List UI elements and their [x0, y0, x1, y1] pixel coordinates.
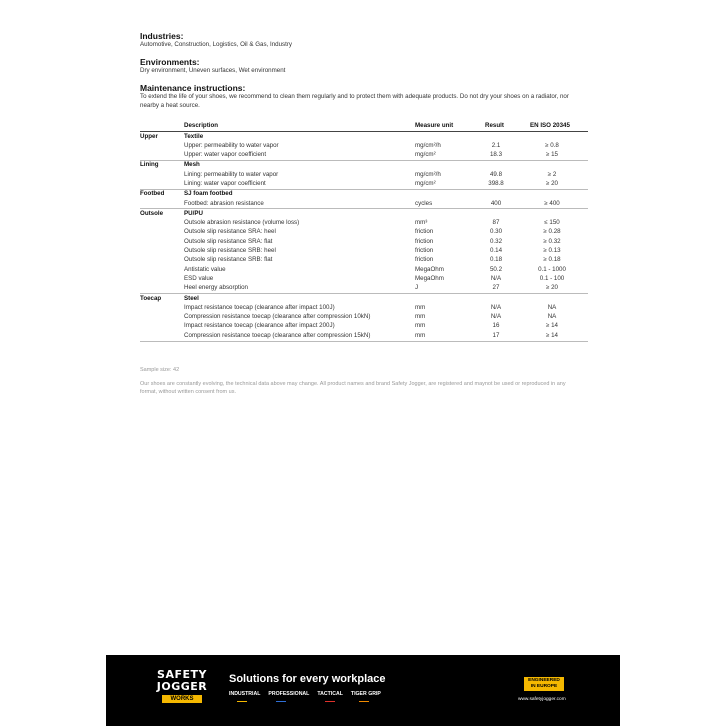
row-result: 400 — [490, 199, 502, 207]
table-row — [140, 179, 588, 188]
table-row — [140, 141, 588, 150]
category-label: Upper — [140, 132, 158, 140]
industries-text: Automotive, Construction, Logistics, Oil & Gas, Industry — [140, 41, 292, 48]
row-unit: MegaOhm — [415, 265, 444, 273]
row-result: 398.8 — [488, 179, 504, 187]
row-iso-requirement: ≥ 0.18 — [543, 256, 561, 264]
table-group-lining — [140, 161, 588, 190]
engineered-in-europe-badge — [524, 677, 564, 691]
row-unit: mg/cm²/h — [415, 141, 441, 149]
technical-data-table — [140, 121, 588, 342]
row-result: 2.1 — [491, 141, 501, 149]
group-header-row — [140, 132, 588, 141]
table-row — [140, 322, 588, 331]
row-iso-requirement: ≥ 0.8 — [545, 141, 559, 149]
footer-banner — [106, 655, 620, 726]
row-result: 16 — [492, 322, 500, 330]
row-iso-requirement: ≥ 15 — [546, 151, 558, 159]
row-result: 18.3 — [489, 151, 503, 159]
table-header — [140, 121, 588, 132]
table-row — [140, 151, 588, 160]
table-group-toecap — [140, 294, 588, 341]
environments-text: Dry environment, Uneven surfaces, Wet environment — [140, 67, 286, 74]
row-iso-requirement: NA — [547, 303, 557, 311]
material-label: Steel — [184, 294, 199, 302]
table-group-footbed — [140, 190, 588, 210]
row-iso-requirement: ≥ 0.32 — [543, 237, 561, 245]
row-description: Upper: water vapor coefficient — [184, 151, 267, 159]
row-result: N/A — [490, 303, 502, 311]
table-row — [140, 303, 588, 312]
row-iso-requirement: ≥ 14 — [546, 331, 558, 339]
row-unit: mm³ — [415, 219, 428, 227]
material-label: Mesh — [184, 161, 200, 169]
row-unit: mg/cm²/h — [415, 170, 441, 178]
row-unit: MegaOhm — [415, 274, 444, 282]
category-label: Toecap — [140, 294, 162, 302]
maintenance-title: Maintenance instructions: — [140, 83, 246, 93]
row-iso-requirement: 0.1 - 1000 — [538, 265, 566, 273]
environments-title: Environments: — [140, 57, 200, 67]
row-iso-requirement: ≥ 0.28 — [543, 228, 561, 236]
row-result: N/A — [490, 313, 502, 321]
logo-line-2: JOGGER — [156, 680, 208, 693]
row-iso-requirement: ≥ 14 — [546, 322, 558, 330]
sample-size: Sample size: 42 — [140, 367, 180, 373]
row-iso-requirement: ≥ 400 — [544, 199, 560, 207]
table-group-upper — [140, 132, 588, 161]
header-result: Result — [485, 122, 504, 129]
table-row — [140, 284, 588, 293]
row-description: Footbed: abrasion resistance — [184, 199, 264, 207]
row-description: Outsole slip resistance SRB: flat — [184, 256, 273, 264]
badge-line-2: IN EUROPE — [530, 684, 558, 689]
row-description: Upper: permeability to water vapor — [184, 141, 279, 149]
row-unit: cycles — [415, 199, 433, 207]
row-description: Outsole abrasion resistance (volume loss) — [184, 219, 300, 227]
disclaimer: Our shoes are constantly evolving, the technical data above may change. All product names and brand Safety Jogger, are registered and maynot be used or reproduced in any format, without written consent from us. — [140, 381, 566, 395]
material-label: PU/PU — [184, 209, 203, 217]
table-group-outsole — [140, 209, 588, 294]
industries-title: Industries: — [140, 31, 184, 41]
material-label: Textile — [184, 132, 204, 140]
header-en-iso: EN ISO 20345 — [530, 122, 570, 129]
row-iso-requirement: ≥ 2 — [547, 170, 557, 178]
row-unit: mg/cm² — [415, 179, 436, 187]
row-result: 49.8 — [489, 170, 503, 178]
table-row — [140, 313, 588, 322]
logo-line-3: WORKS — [162, 695, 202, 703]
group-header-row — [140, 161, 588, 170]
row-iso-requirement: ≥ 0.13 — [543, 247, 561, 255]
table-row — [140, 265, 588, 274]
category-label: Outsole — [140, 209, 164, 217]
row-iso-requirement: NA — [547, 313, 557, 321]
row-description: Lining: permeability to water vapor — [184, 170, 279, 178]
row-unit: mg/cm² — [415, 151, 436, 159]
footer-tagline: Solutions for every workplace — [229, 673, 386, 685]
row-result: 50.2 — [489, 265, 503, 273]
category-label: Lining — [140, 161, 159, 169]
row-description: Impact resistance toecap (clearance after impact 200J) — [184, 322, 335, 330]
row-unit: mm — [415, 303, 426, 311]
table-row — [140, 256, 588, 265]
badge-line-1: ENGINEERED — [528, 678, 560, 683]
category-industrial: INDUSTRIAL — [229, 691, 260, 700]
table-row — [140, 219, 588, 228]
row-result: 0.30 — [489, 228, 503, 236]
row-description: Lining: water vapor coefficient — [184, 179, 266, 187]
category-tiger-grip: TIGER GRIP — [351, 691, 381, 700]
safety-jogger-logo — [154, 669, 210, 713]
category-tactical: TACTICAL — [317, 691, 343, 700]
row-result: 0.18 — [489, 256, 503, 264]
group-header-row — [140, 190, 588, 199]
row-iso-requirement: 0.1 - 100 — [539, 274, 565, 282]
table-row — [140, 247, 588, 256]
row-result: 27 — [492, 284, 500, 292]
table-body — [140, 132, 588, 342]
group-header-row — [140, 209, 588, 218]
material-label: SJ foam footbed — [184, 190, 233, 198]
table-row — [140, 228, 588, 237]
row-result: N/A — [490, 274, 502, 282]
row-description: Compression resistance toecap (clearance after compression 15kN) — [184, 331, 371, 339]
website-link[interactable]: www.safetyjogger.com — [518, 697, 566, 702]
footer-categories — [229, 691, 389, 700]
group-header-row — [140, 294, 588, 303]
row-unit: mm — [415, 313, 426, 321]
row-unit: friction — [415, 228, 434, 236]
row-result: 17 — [492, 331, 500, 339]
row-iso-requirement: ≥ 20 — [546, 179, 558, 187]
table-row — [140, 331, 588, 340]
row-description: Outsole slip resistance SRA: heel — [184, 228, 276, 236]
row-iso-requirement: ≤ 150 — [544, 219, 560, 227]
logo-line-1: SAFETY — [157, 668, 207, 681]
row-description: Impact resistance toecap (clearance after impact 100J) — [184, 303, 335, 311]
table-row — [140, 199, 588, 208]
header-description: Description — [184, 122, 219, 129]
row-unit: friction — [415, 247, 434, 255]
row-unit: mm — [415, 331, 426, 339]
row-description: Heel energy absorption — [184, 284, 248, 292]
row-result: 0.14 — [489, 247, 503, 255]
row-result: 87 — [492, 219, 500, 227]
table-row — [140, 170, 588, 179]
row-unit: J — [415, 284, 419, 292]
row-description: Antistatic value — [184, 265, 226, 273]
maintenance-text: To extend the life of your shoes, we recommend to clean them regularly and to protect them with adequate products. Do not dry your shoes on a radiator, nor nearby a heat source. — [140, 93, 569, 109]
header-measure-unit: Measure unit — [415, 122, 454, 129]
row-description: Compression resistance toecap (clearance after compression 10kN) — [184, 313, 371, 321]
table-row — [140, 237, 588, 246]
row-description: Outsole slip resistance SRB: heel — [184, 247, 276, 255]
row-unit: mm — [415, 322, 426, 330]
row-description: Outsole slip resistance SRA: flat — [184, 237, 273, 245]
row-unit: friction — [415, 237, 434, 245]
row-result: 0.32 — [489, 237, 503, 245]
category-label: Footbed — [140, 190, 165, 198]
row-unit: friction — [415, 256, 434, 264]
row-description: ESD value — [184, 274, 214, 282]
table-row — [140, 274, 588, 283]
category-professional: PROFESSIONAL — [268, 691, 309, 700]
row-iso-requirement: ≥ 20 — [546, 284, 558, 292]
